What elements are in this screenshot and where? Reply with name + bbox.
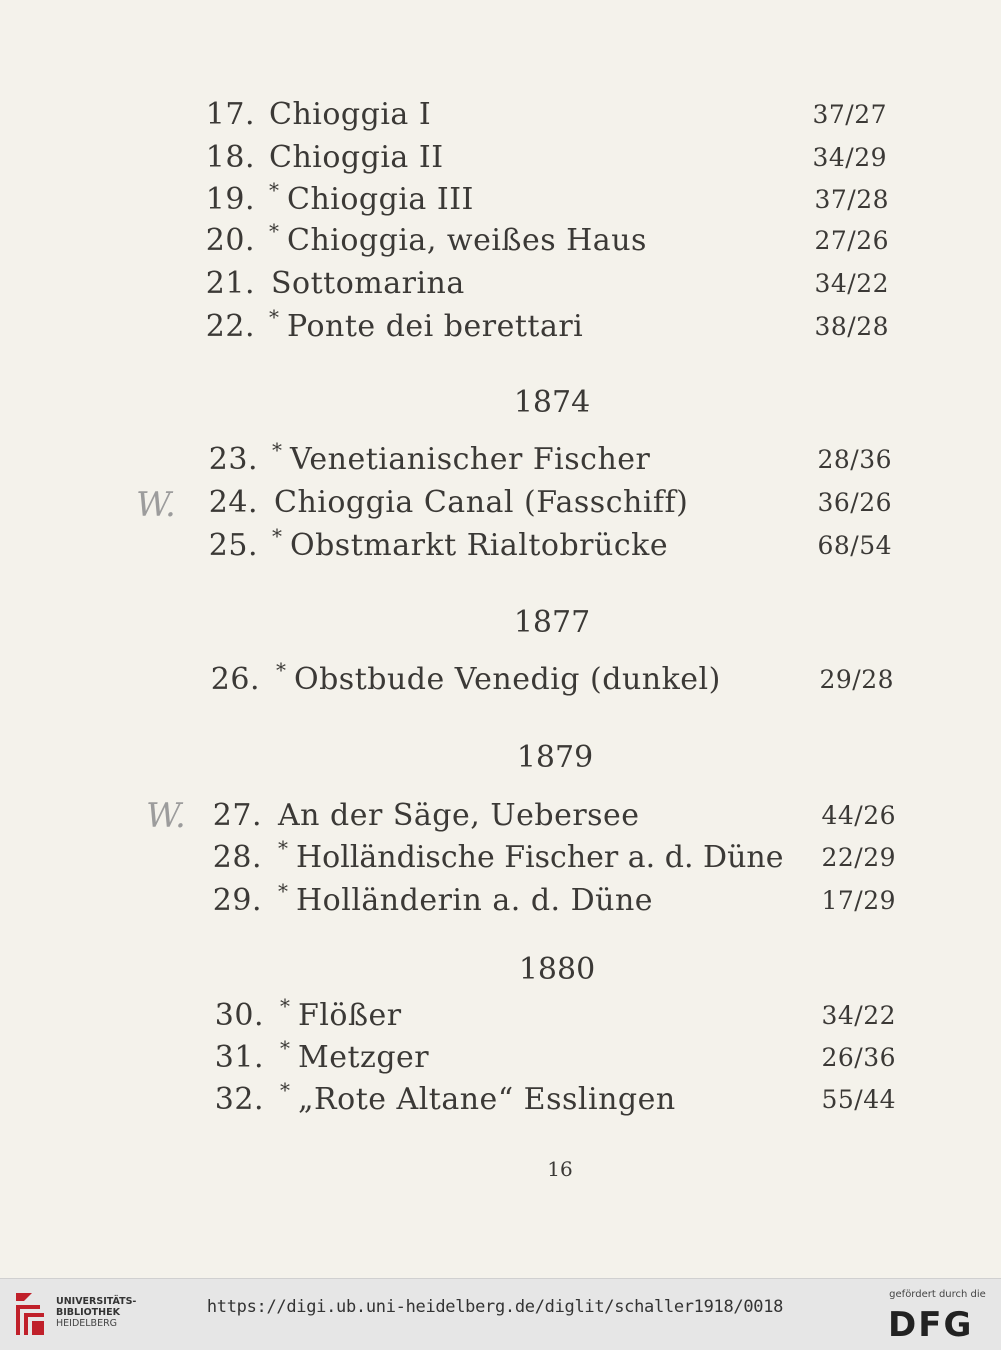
- library-name-line: UNIVERSITÄTS-: [56, 1296, 137, 1307]
- entry-title: Chioggia I: [269, 97, 432, 132]
- entry-dimensions: 17/29: [821, 886, 896, 915]
- entry-title: Chioggia III: [287, 182, 474, 217]
- catalog-entry: [210, 660, 900, 700]
- entry-dimensions: 68/54: [817, 531, 892, 560]
- entry-number: 22.: [205, 309, 255, 344]
- entry-asterisk: *: [278, 836, 289, 860]
- entry-dimensions: 37/27: [812, 100, 887, 129]
- library-logo-icon[interactable]: [10, 1287, 48, 1341]
- entry-title: Chioggia II: [269, 140, 444, 175]
- entry-dimensions: 28/36: [817, 445, 892, 474]
- entry-asterisk: *: [278, 879, 289, 903]
- entry-dimensions: 34/22: [814, 269, 889, 298]
- entry-number: 24.: [208, 485, 258, 520]
- entry-number: 30.: [214, 998, 264, 1033]
- handwritten-mark: W.: [136, 485, 176, 525]
- entry-dimensions: 44/26: [821, 801, 896, 830]
- entry-dimensions: 37/28: [814, 185, 889, 214]
- catalog-entry: [205, 138, 895, 178]
- dfg-logo[interactable]: DFG: [888, 1305, 974, 1345]
- entry-number: 19.: [205, 182, 255, 217]
- entry-dimensions: 34/22: [821, 1001, 896, 1030]
- entry-asterisk: *: [280, 1078, 291, 1102]
- catalog-entry: [214, 1080, 904, 1120]
- catalog-entry: [208, 483, 898, 523]
- entry-number: 23.: [208, 442, 258, 477]
- catalog-entry: [212, 838, 902, 878]
- entry-dimensions: 27/26: [814, 226, 889, 255]
- entry-title: Chioggia Canal (Fasschiff): [274, 485, 689, 520]
- entry-dimensions: 55/44: [821, 1085, 896, 1114]
- entry-title: An der Säge, Uebersee: [278, 798, 640, 833]
- entry-title: „Rote Altane“ Esslingen: [298, 1082, 676, 1117]
- catalog-entry: [214, 1038, 904, 1078]
- catalog-entry: [214, 996, 904, 1036]
- entry-title: Sottomarina: [271, 266, 465, 301]
- entry-number: 32.: [214, 1082, 264, 1117]
- catalog-entry: [208, 526, 898, 566]
- entry-dimensions: 38/28: [814, 312, 889, 341]
- permalink-url[interactable]: https://digi.ub.uni-heidelberg.de/diglit/schaller1918/0018: [206, 1297, 784, 1317]
- entry-asterisk: *: [272, 438, 283, 462]
- catalog-entry: [205, 264, 895, 304]
- library-name-line: BIBLIOTHEK: [56, 1307, 120, 1318]
- entry-number: 20.: [205, 223, 255, 258]
- entry-number: 25.: [208, 528, 258, 563]
- catalog-entry: [212, 881, 902, 921]
- entry-number: 28.: [212, 840, 262, 875]
- entry-asterisk: *: [280, 994, 291, 1018]
- entry-title: Obstbude Venedig (dunkel): [294, 662, 721, 697]
- entry-dimensions: 22/29: [821, 843, 896, 872]
- entry-asterisk: *: [269, 305, 280, 329]
- library-name-line: HEIDELBERG: [56, 1318, 118, 1329]
- page-number: 16: [547, 1157, 573, 1181]
- handwritten-mark: W.: [146, 796, 186, 836]
- entry-title: Chioggia, weißes Haus: [287, 223, 647, 258]
- entry-number: 21.: [205, 266, 255, 301]
- catalog-entry: [212, 796, 902, 836]
- entry-title: Venetianischer Fischer: [290, 442, 651, 477]
- year-heading: 1874: [513, 385, 591, 420]
- year-heading: 1879: [516, 740, 594, 775]
- catalog-entry: [208, 440, 898, 480]
- entry-number: 18.: [205, 140, 255, 175]
- funding-note: gefördert durch die: [889, 1289, 986, 1300]
- year-heading: 1877: [513, 605, 591, 640]
- entry-title: Obstmarkt Rialtobrücke: [290, 528, 669, 563]
- library-name[interactable]: [56, 1296, 166, 1329]
- entry-number: 17.: [205, 97, 255, 132]
- entry-dimensions: 34/29: [812, 143, 887, 172]
- entry-asterisk: *: [272, 524, 283, 548]
- entry-asterisk: *: [280, 1036, 291, 1060]
- entry-title: Metzger: [298, 1040, 430, 1075]
- entry-title: Ponte dei berettari: [287, 309, 584, 344]
- entry-number: 29.: [212, 883, 262, 918]
- entry-title: Holländerin a. d. Düne: [296, 883, 654, 918]
- entry-dimensions: 26/36: [821, 1043, 896, 1072]
- entry-title: Holländische Fischer a. d. Düne: [296, 840, 784, 875]
- entry-dimensions: 36/26: [817, 488, 892, 517]
- catalog-entry: [205, 221, 895, 261]
- entry-number: 27.: [212, 798, 262, 833]
- catalog-entry: [205, 307, 895, 347]
- entry-title: Flößer: [298, 998, 402, 1033]
- viewer-footer: [0, 1278, 1001, 1350]
- catalog-entry: [205, 95, 895, 135]
- entry-asterisk: *: [269, 178, 280, 202]
- entry-dimensions: 29/28: [819, 665, 894, 694]
- entry-number: 31.: [214, 1040, 264, 1075]
- catalog-entry: [205, 180, 895, 220]
- entry-asterisk: *: [269, 219, 280, 243]
- entry-asterisk: *: [276, 658, 287, 682]
- year-heading: 1880: [518, 952, 596, 987]
- entry-number: 26.: [210, 662, 260, 697]
